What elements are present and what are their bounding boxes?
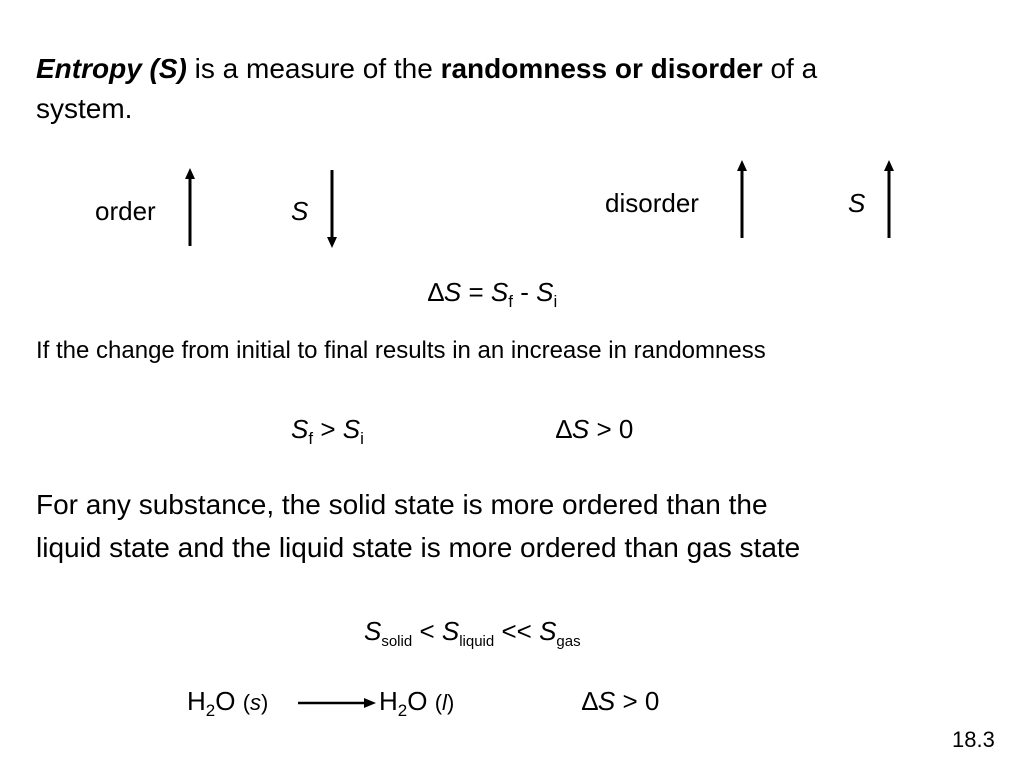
final-greater-than-initial: $S_f > S_i$ [291,414,364,448]
reaction-delta-s-positive: ∆S > 0 [582,686,660,716]
delta-s-equation: $\Delta S = S_f - S_i$ [428,277,558,311]
order-up-arrow-icon [182,168,198,248]
order-entropy-symbol: S [291,196,309,226]
slide-number: 18.3 [952,727,995,752]
randomness-emphasis: randomness or disorder [440,53,763,84]
disorder-label: disorder [605,188,699,218]
disorder-up-arrow-icon [734,160,750,240]
reaction-arrow-icon [298,697,378,709]
disorder-entropy-symbol: S [848,188,866,218]
reactant-water-solid: $H_2O$ (s) [187,686,269,720]
intro-text-1: is a measure of the [194,53,433,84]
order-label: order [95,196,156,226]
entropy-term: Entropy (S) [36,53,187,84]
delta-s-positive: ∆S > 0 [556,414,634,444]
states-entropy-comparison: $S_{solid} < S_{liquid} << S_{gas}$ [364,616,581,650]
intro-text-2: of a [770,53,818,84]
substance-text-line-1: For any substance, the solid state is more ordered than the [36,489,768,520]
intro-text-3: system. [36,93,133,124]
entropy-down-arrow-icon [324,170,340,250]
product-water-liquid: $H_2O$ (l) [379,686,455,720]
entropy-up-arrow-icon [881,160,897,240]
intro-line-2 [36,95,132,123]
condition-text: If the change from initial to final results in an increase in randomness [36,337,766,364]
substance-text-line-2: liquid state and the liquid state is more ordered than gas state [36,532,801,563]
intro-line-1 [36,55,817,83]
